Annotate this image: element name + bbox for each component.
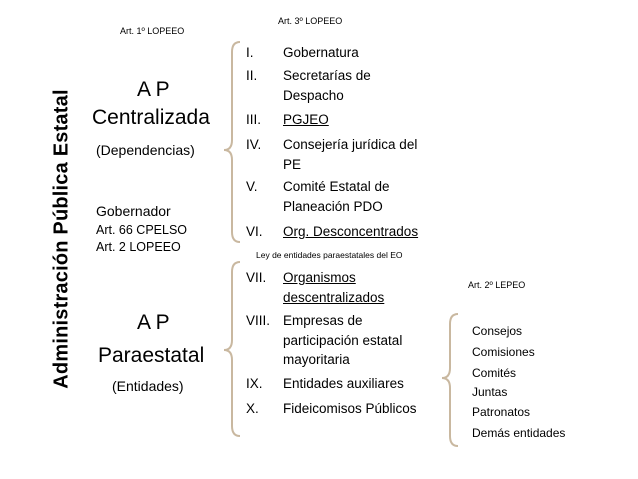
- list-item-text: PGJEO: [283, 112, 329, 127]
- centralizada-sub: (Dependencias): [96, 142, 195, 158]
- centralizada-line2: Centralizada: [92, 106, 210, 129]
- paraestatal-sub: (Entidades): [112, 378, 184, 394]
- paraestatal-line1: A P: [137, 311, 170, 334]
- list-item-text: Planeación PDO: [283, 199, 383, 214]
- gobernador-ref2: Art. 2 LOPEEO: [96, 240, 181, 254]
- main-title: [44, 80, 80, 398]
- centralizada-bracket: [224, 42, 240, 242]
- list-item: Consejos: [472, 324, 523, 338]
- list-item-number: III.: [246, 112, 262, 127]
- list-item-number: II.: [246, 68, 258, 83]
- ref-ley: Ley de entidades paraestatales del EO: [256, 250, 403, 260]
- centralizada-line1: A P: [137, 78, 170, 101]
- list-item-number: IX.: [246, 376, 263, 391]
- list-item-number: V.: [246, 179, 258, 194]
- list-item-text: participación estatal: [283, 333, 403, 348]
- ref-art2: Art. 2º LEPEO: [468, 280, 526, 290]
- list-item-text: mayoritaria: [283, 352, 350, 367]
- list-item: Comités: [472, 366, 517, 380]
- list-item-text: Secretarías de: [283, 68, 371, 83]
- paraestatal-bracket: [224, 262, 240, 436]
- list-item-text: descentralizados: [283, 290, 385, 305]
- list-item-text: Empresas de: [283, 313, 363, 328]
- list-item: Patronatos: [472, 405, 531, 419]
- list-item-text: Fideicomisos Públicos: [283, 401, 417, 416]
- ref-art3: Art. 3º LOPEEO: [278, 16, 343, 26]
- ref-art1: Art. 1º LOPEEO: [120, 26, 185, 36]
- list-item-text: Organismos: [283, 270, 356, 285]
- list-item-text: Org. Desconcentrados: [283, 224, 419, 239]
- list-item: Demás entidades: [472, 426, 566, 440]
- gobernador-ref1: Art. 66 CPELSO: [96, 223, 188, 237]
- list-item-text: PE: [283, 157, 302, 172]
- main-title-text: Administración Pública Estatal: [50, 89, 73, 389]
- list-item-text: Comité Estatal de: [283, 179, 390, 194]
- list-item-number: X.: [246, 401, 259, 416]
- list-item-text: Gobernatura: [283, 45, 359, 60]
- list-item: Comisiones: [472, 345, 535, 359]
- list-item-text: Despacho: [283, 88, 344, 103]
- paraestatal-line2: Paraestatal: [98, 344, 205, 367]
- gobernador-name: Gobernador: [96, 203, 171, 219]
- list-item-number: VIII.: [246, 313, 271, 328]
- list-item-text: Consejería jurídica del: [283, 137, 418, 152]
- entidades-bracket: [442, 314, 458, 446]
- list-item: Juntas: [472, 385, 508, 399]
- list-item-number: I.: [246, 45, 254, 60]
- list-item-number: IV.: [246, 137, 262, 152]
- list-item-number: VII.: [246, 270, 267, 285]
- list-item-text: Entidades auxiliares: [283, 376, 404, 391]
- list-item-number: VI.: [246, 224, 263, 239]
